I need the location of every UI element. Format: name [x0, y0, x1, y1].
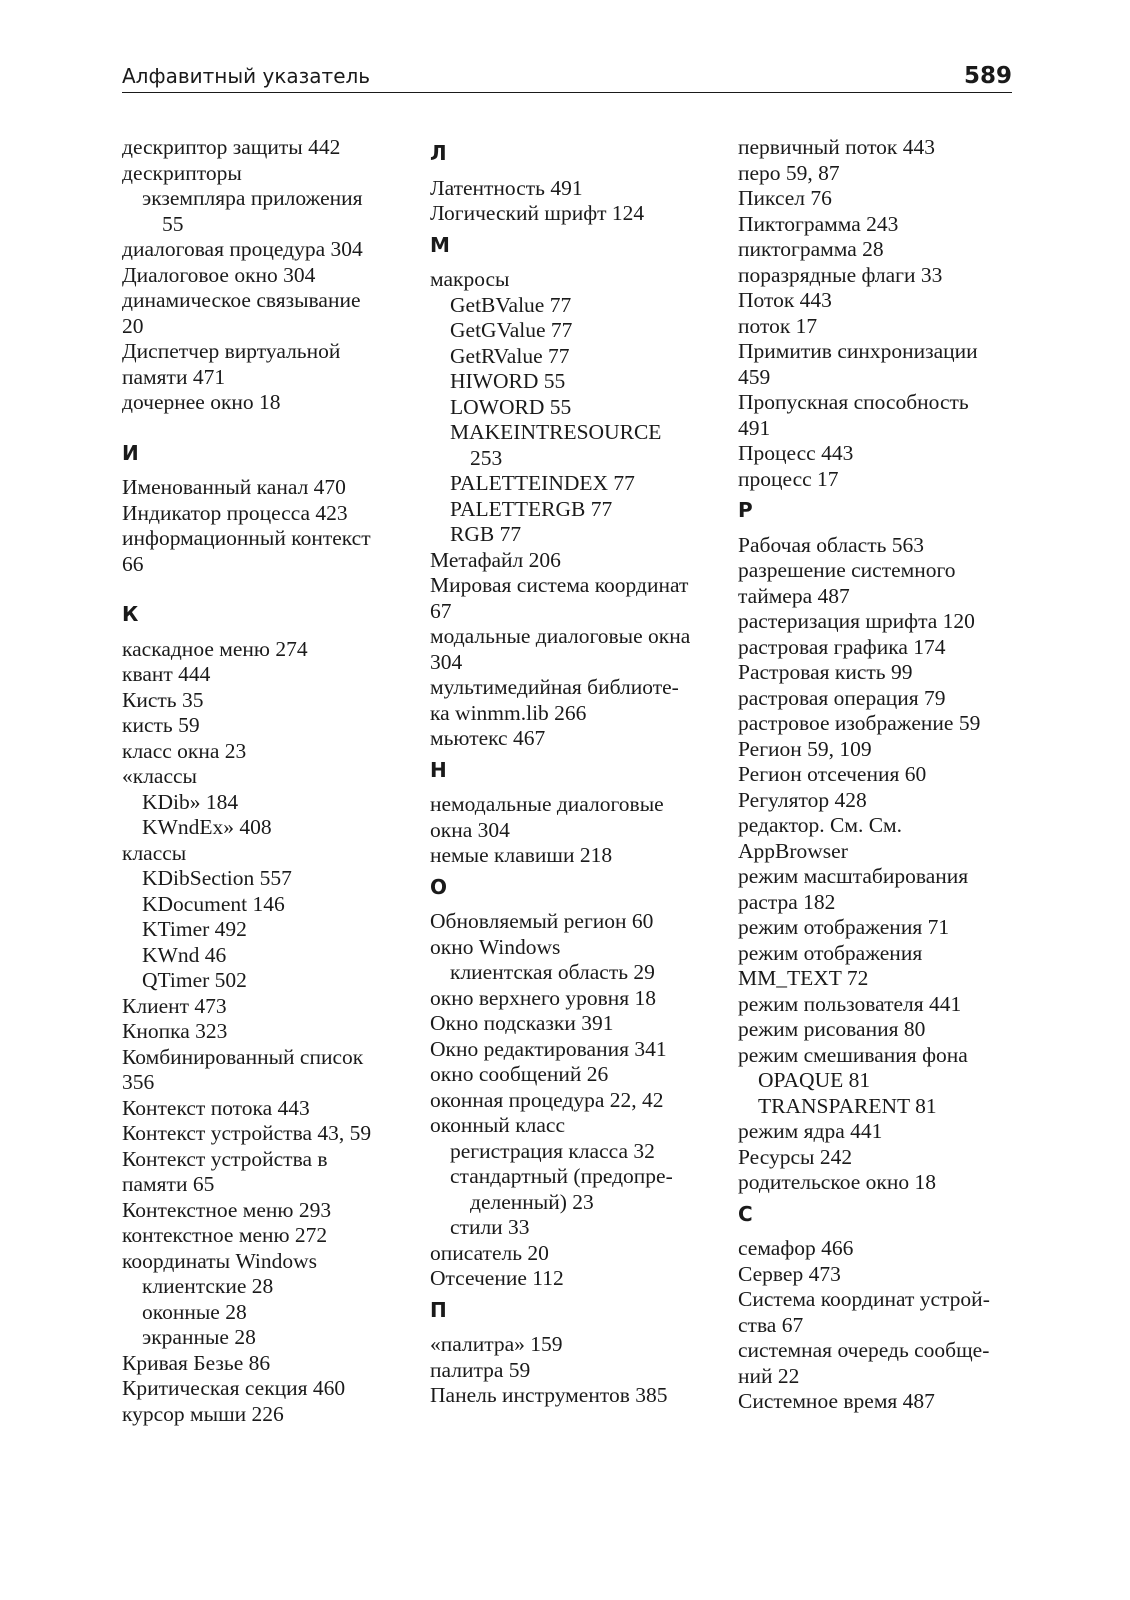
index-entry: экранные 28: [142, 1325, 256, 1349]
index-entry: диалоговая процедура 304: [122, 237, 363, 261]
index-entry: KTimer 492: [142, 917, 247, 941]
index-entry: первичный поток 443: [738, 135, 936, 159]
index-entry: оконный класс: [430, 1113, 565, 1137]
index-entry: Панель инструментов 385: [430, 1383, 668, 1407]
index-entry: Контекст устройства в: [122, 1146, 328, 1171]
index-entry: контекстное меню 272: [122, 1223, 328, 1247]
index-entry: мьютекс 467: [430, 726, 546, 750]
index-entry: ства 67: [738, 1312, 804, 1337]
index-entry: Сервер 473: [738, 1261, 841, 1286]
index-entry: AppBrowser: [738, 838, 848, 863]
index-entry: растеризация шрифта 120: [738, 609, 975, 633]
index-entry: Индикатор процесса 423: [122, 500, 348, 525]
index-entry: Регион отсечения 60: [738, 762, 927, 786]
index-entry: TRANSPARENT 81: [758, 1093, 937, 1118]
index-entry: модальные диалоговые окна: [430, 624, 691, 648]
index-entry: Системное время 487: [738, 1389, 935, 1413]
index-entry: Поток 443: [738, 288, 832, 312]
index-entry: дочернее окно 18: [122, 390, 281, 414]
index-entry: разрешение системного: [738, 558, 956, 582]
index-entry: мультимедийная библиоте-: [430, 675, 679, 699]
index-entry: редактор. См. См.: [738, 813, 903, 837]
index-entry: Кисть 35: [122, 687, 204, 712]
index-entry: Пиксел 76: [738, 186, 832, 210]
index-letter-heading: К: [122, 602, 139, 626]
index-letter-heading: М: [430, 232, 450, 257]
index-entry: режим пользователя 441: [738, 991, 962, 1016]
index-entry: PALETTEINDEX 77: [450, 471, 635, 495]
index-entry: регистрация класса 32: [450, 1138, 655, 1163]
index-entry: Растровая кисть 99: [738, 660, 913, 684]
page-number: 589: [963, 63, 1012, 89]
index-entry: 356: [122, 1070, 155, 1094]
index-entry: KWndEx» 408: [142, 815, 272, 839]
index-entry: KDibSection 557: [142, 866, 292, 890]
index-entry: GetGValue 77: [450, 318, 573, 342]
index-entry: оконная процедура 22, 42: [430, 1087, 664, 1112]
index-entry: поток 17: [738, 313, 818, 338]
index-entry: перо 59, 87: [738, 160, 840, 185]
index-entry: квант 444: [122, 662, 211, 686]
index-entry: 20: [122, 313, 144, 338]
index-entry: Регулятор 428: [738, 787, 867, 812]
index-entry: Пиктограмма 243: [738, 211, 899, 236]
index-entry: GetBValue 77: [450, 292, 572, 317]
index-entry: LOWORD 55: [450, 394, 572, 419]
index-entry: 55: [162, 211, 184, 236]
index-entry: 491: [738, 415, 771, 440]
index-entry: HIWORD 55: [450, 369, 566, 393]
index-entry: Ресурсы 242: [738, 1144, 853, 1169]
index-column-3: [738, 135, 1028, 1415]
index-entry: Окно редактирования 341: [430, 1036, 667, 1061]
index-entry: Логический шрифт 124: [430, 201, 645, 225]
index-entry: Обновляемый регион 60: [430, 909, 654, 933]
index-letter-heading: С: [738, 1201, 753, 1226]
index-letter-heading: Л: [430, 141, 447, 165]
index-entry: Контекст потока 443: [122, 1095, 310, 1120]
index-entry: немодальные диалоговые: [430, 792, 664, 816]
index-entry: режим отображения: [738, 940, 923, 965]
index-entry: режим масштабирования: [738, 864, 969, 888]
index-entry: классы: [122, 840, 187, 865]
index-entry: ний 22: [738, 1363, 800, 1388]
index-entry: режим отображения 71: [738, 915, 950, 939]
index-entry: KWnd 46: [142, 942, 227, 967]
running-header-title: Алфавитный указатель: [122, 64, 371, 88]
index-entry: «классы: [122, 764, 197, 788]
index-entry: окно верхнего уровня 18: [430, 985, 657, 1010]
index-entry: ка winmm.lib 266: [430, 700, 587, 725]
index-entry: поразрядные флаги 33: [738, 262, 943, 287]
index-entry: 253: [470, 445, 503, 470]
index-entry: окно Windows: [430, 934, 561, 959]
index-column-2: [430, 135, 720, 1409]
index-entry: окно сообщений 26: [430, 1062, 609, 1086]
index-entry: OPAQUE 81: [758, 1068, 871, 1092]
index-entry: Контекстное меню 293: [122, 1197, 332, 1222]
index-entry: Кривая Безье 86: [122, 1350, 271, 1375]
index-entry: Отсечение 112: [430, 1266, 564, 1290]
index-entry: стандартный (предопре-: [450, 1164, 673, 1188]
index-letter-heading: Н: [430, 757, 447, 782]
index-entry: Пропускная способность: [738, 390, 969, 414]
index-entry: Метафайл 206: [430, 547, 561, 572]
index-entry: динамическое связывание: [122, 288, 361, 312]
index-entry: клиентские 28: [142, 1274, 274, 1298]
index-entry: семафор 466: [738, 1236, 854, 1260]
index-entry: макросы: [430, 267, 510, 291]
index-letter-heading: О: [430, 874, 448, 899]
index-entry: немые клавиши 218: [430, 843, 613, 867]
index-entry: Примитив синхронизации: [738, 339, 978, 363]
index-entry: Диалоговое окно 304: [122, 262, 316, 287]
index-entry: растровая графика 174: [738, 634, 946, 659]
running-header: [122, 62, 1012, 93]
index-entry: класс окна 23: [122, 738, 247, 763]
index-letter-heading: П: [430, 1297, 447, 1322]
index-entry: Критическая секция 460: [122, 1376, 346, 1400]
index-entry: таймера 487: [738, 583, 850, 608]
index-entry: родительское окно 18: [738, 1170, 936, 1194]
index-entry: растровая операция 79: [738, 685, 946, 710]
index-entry: дескрипторы: [122, 160, 242, 185]
index-entry: 459: [738, 364, 771, 389]
index-entry: памяти 471: [122, 364, 226, 389]
index-entry: Система координат устрой-: [738, 1287, 990, 1311]
index-letter-heading: Р: [738, 498, 753, 522]
index-entry: Кнопка 323: [122, 1019, 228, 1043]
index-entry: курсор мыши 226: [122, 1401, 284, 1426]
index-entry: «палитра» 159: [430, 1332, 563, 1356]
index-entry: Контекст устройства 43, 59: [122, 1121, 372, 1145]
index-entry: клиентская область 29: [450, 960, 655, 984]
index-entry: QTimer 502: [142, 968, 247, 992]
index-entry: Клиент 473: [122, 993, 227, 1018]
index-entry: Именованный канал 470: [122, 475, 346, 499]
index-entry: оконные 28: [142, 1299, 247, 1324]
index-entry: Процесс 443: [738, 441, 854, 465]
index-entry: режим рисования 80: [738, 1017, 926, 1041]
index-entry: MAKEINTRESOURCE: [450, 420, 662, 444]
index-entry: растра 182: [738, 889, 836, 914]
index-column-1: [122, 135, 412, 1427]
index-entry: PALETTERGB 77: [450, 496, 613, 521]
index-entry: KDib» 184: [142, 789, 239, 814]
index-entry: деленный) 23: [470, 1189, 594, 1214]
index-entry: стили 33: [450, 1215, 530, 1239]
index-entry: 304: [430, 649, 463, 674]
index-entry: Латентность 491: [430, 175, 583, 200]
index-entry: Диспетчер виртуальной: [122, 339, 341, 363]
index-entry: Мировая система координат: [430, 573, 689, 597]
index-entry: окна 304: [430, 817, 510, 842]
index-entry: процесс 17: [738, 466, 839, 491]
index-entry: памяти 65: [122, 1172, 215, 1196]
index-entry: каскадное меню 274: [122, 636, 308, 661]
index-entry: режим смешивания фона: [738, 1042, 968, 1067]
index-entry: системная очередь сообще-: [738, 1338, 990, 1362]
index-entry: информационный контекст: [122, 526, 371, 550]
index-entry: 66: [122, 551, 144, 576]
index-letter-heading: И: [122, 440, 139, 465]
index-entry: дескриптор защиты 442: [122, 135, 341, 159]
index-entry: описатель 20: [430, 1240, 549, 1265]
index-entry: Рабочая область 563: [738, 532, 925, 557]
index-entry: режим ядра 441: [738, 1119, 883, 1143]
index-entry: GetRValue 77: [450, 343, 570, 368]
index-entry: координаты Windows: [122, 1248, 318, 1273]
index-entry: палитра 59: [430, 1357, 531, 1382]
index-entry: Регион 59, 109: [738, 736, 872, 761]
index-entry: RGB 77: [450, 522, 522, 546]
index-entry: 67: [430, 598, 452, 623]
index-entry: Комбинированный список: [122, 1044, 364, 1069]
index-entry: экземпляра приложения: [142, 186, 363, 210]
index-entry: MM_TEXT 72: [738, 966, 869, 990]
index-entry: Окно подсказки 391: [430, 1011, 614, 1035]
index-entry: кисть 59: [122, 713, 200, 737]
index-entry: пиктограмма 28: [738, 237, 884, 261]
index-entry: растровое изображение 59: [738, 711, 981, 735]
index-entry: KDocument 146: [142, 891, 285, 916]
